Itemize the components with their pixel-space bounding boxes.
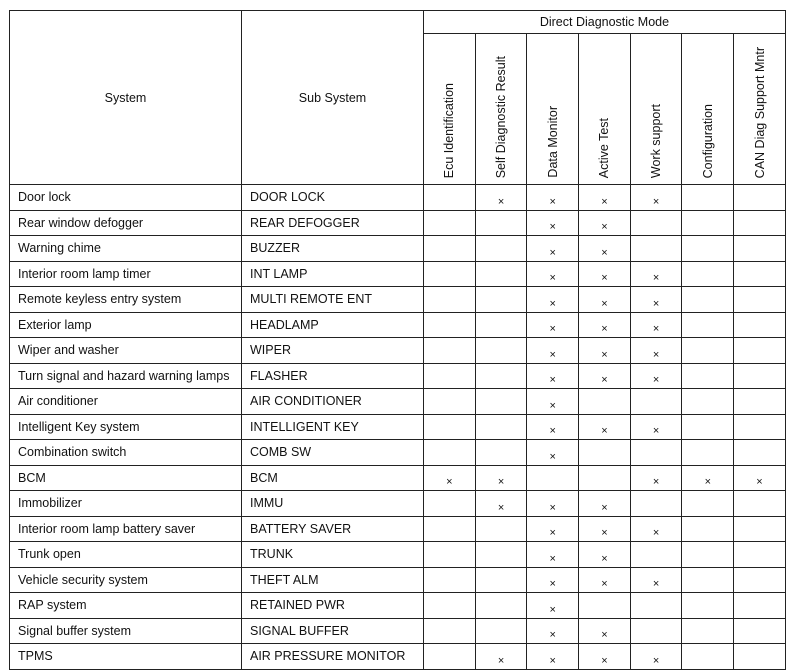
empty-mark-cell xyxy=(475,236,527,262)
sub-system-cell: BATTERY SAVER xyxy=(242,516,424,542)
supported-mark-cell: × xyxy=(527,210,579,236)
empty-mark-cell xyxy=(424,644,476,670)
supported-mark-cell: × xyxy=(579,363,631,389)
supported-mark-cell: × xyxy=(579,236,631,262)
table-header xyxy=(10,11,786,185)
diagnostic-table-container xyxy=(9,10,786,670)
empty-mark-cell xyxy=(734,491,786,517)
supported-mark-cell: × xyxy=(527,287,579,313)
system-cell: Intelligent Key system xyxy=(10,414,242,440)
empty-mark-cell xyxy=(682,389,734,415)
empty-mark-cell xyxy=(734,542,786,568)
empty-mark-cell xyxy=(475,516,527,542)
empty-mark-cell xyxy=(475,312,527,338)
sub-system-cell: TRUNK xyxy=(242,542,424,568)
sub-system-cell: SIGNAL BUFFER xyxy=(242,618,424,644)
supported-mark-cell: × xyxy=(734,465,786,491)
system-cell: Vehicle security system xyxy=(10,567,242,593)
sub-system-cell: DOOR LOCK xyxy=(242,185,424,211)
table-row xyxy=(10,261,786,287)
supported-mark-cell: × xyxy=(424,465,476,491)
empty-mark-cell xyxy=(579,465,631,491)
supported-mark-cell: × xyxy=(579,516,631,542)
system-cell: Turn signal and hazard warning lamps xyxy=(10,363,242,389)
empty-mark-cell xyxy=(424,542,476,568)
supported-mark-cell: × xyxy=(475,465,527,491)
empty-mark-cell xyxy=(630,236,682,262)
supported-mark-cell: × xyxy=(630,414,682,440)
empty-mark-cell xyxy=(424,593,476,619)
sub-system-cell: MULTI REMOTE ENT xyxy=(242,287,424,313)
empty-mark-cell xyxy=(734,593,786,619)
system-cell: Signal buffer system xyxy=(10,618,242,644)
empty-mark-cell xyxy=(682,287,734,313)
empty-mark-cell xyxy=(734,185,786,211)
empty-mark-cell xyxy=(630,618,682,644)
supported-mark-cell: × xyxy=(579,210,631,236)
empty-mark-cell xyxy=(682,414,734,440)
supported-mark-cell: × xyxy=(527,567,579,593)
supported-mark-cell: × xyxy=(579,491,631,517)
empty-mark-cell xyxy=(682,210,734,236)
sub-system-cell: WIPER xyxy=(242,338,424,364)
supported-mark-cell: × xyxy=(527,338,579,364)
empty-mark-cell xyxy=(734,287,786,313)
direct-diagnostic-mode-header: Direct Diagnostic Mode xyxy=(424,11,786,34)
empty-mark-cell xyxy=(424,567,476,593)
system-cell: Immobilizer xyxy=(10,491,242,517)
sub-system-cell: COMB SW xyxy=(242,440,424,466)
empty-mark-cell xyxy=(682,312,734,338)
supported-mark-cell: × xyxy=(527,312,579,338)
table-row xyxy=(10,414,786,440)
system-cell: Air conditioner xyxy=(10,389,242,415)
empty-mark-cell xyxy=(475,210,527,236)
empty-mark-cell xyxy=(475,542,527,568)
empty-mark-cell xyxy=(734,644,786,670)
system-cell: Remote keyless entry system xyxy=(10,287,242,313)
empty-mark-cell xyxy=(424,516,476,542)
supported-mark-cell: × xyxy=(527,491,579,517)
empty-mark-cell xyxy=(630,593,682,619)
supported-mark-cell: × xyxy=(527,593,579,619)
supported-mark-cell: × xyxy=(630,516,682,542)
sub-system-cell: BCM xyxy=(242,465,424,491)
table-row xyxy=(10,210,786,236)
system-cell: Combination switch xyxy=(10,440,242,466)
mode-header-configuration xyxy=(682,34,734,185)
supported-mark-cell: × xyxy=(579,618,631,644)
empty-mark-cell xyxy=(630,440,682,466)
table-body xyxy=(10,185,786,670)
system-cell: Rear window defogger xyxy=(10,210,242,236)
supported-mark-cell: × xyxy=(579,567,631,593)
supported-mark-cell: × xyxy=(579,542,631,568)
system-cell: TPMS xyxy=(10,644,242,670)
empty-mark-cell xyxy=(475,287,527,313)
diagnostic-mode-table xyxy=(9,10,786,670)
empty-mark-cell xyxy=(527,465,579,491)
empty-mark-cell xyxy=(579,389,631,415)
empty-mark-cell xyxy=(682,542,734,568)
empty-mark-cell xyxy=(682,644,734,670)
table-row xyxy=(10,465,786,491)
system-cell: RAP system xyxy=(10,593,242,619)
empty-mark-cell xyxy=(630,210,682,236)
empty-mark-cell xyxy=(630,389,682,415)
empty-mark-cell xyxy=(682,593,734,619)
table-row xyxy=(10,389,786,415)
table-row xyxy=(10,185,786,211)
sub-system-cell: INT LAMP xyxy=(242,261,424,287)
supported-mark-cell: × xyxy=(579,287,631,313)
supported-mark-cell: × xyxy=(527,542,579,568)
system-cell: Interior room lamp battery saver xyxy=(10,516,242,542)
supported-mark-cell: × xyxy=(630,287,682,313)
empty-mark-cell xyxy=(682,185,734,211)
supported-mark-cell: × xyxy=(475,491,527,517)
sub-system-cell: INTELLIGENT KEY xyxy=(242,414,424,440)
system-cell: Trunk open xyxy=(10,542,242,568)
mode-label: Ecu Identification xyxy=(442,82,457,178)
system-cell: BCM xyxy=(10,465,242,491)
empty-mark-cell xyxy=(424,338,476,364)
table-row xyxy=(10,491,786,517)
empty-mark-cell xyxy=(630,542,682,568)
empty-mark-cell xyxy=(682,567,734,593)
supported-mark-cell: × xyxy=(630,312,682,338)
empty-mark-cell xyxy=(424,414,476,440)
mode-label: CAN Diag Support Mntr xyxy=(752,46,767,178)
table-row xyxy=(10,516,786,542)
table-row xyxy=(10,236,786,262)
empty-mark-cell xyxy=(475,261,527,287)
supported-mark-cell: × xyxy=(527,414,579,440)
empty-mark-cell xyxy=(734,261,786,287)
supported-mark-cell: × xyxy=(527,389,579,415)
supported-mark-cell: × xyxy=(579,185,631,211)
empty-mark-cell xyxy=(734,516,786,542)
empty-mark-cell xyxy=(682,516,734,542)
table-row xyxy=(10,440,786,466)
system-header: System xyxy=(10,11,242,185)
supported-mark-cell: × xyxy=(630,644,682,670)
empty-mark-cell xyxy=(424,618,476,644)
empty-mark-cell xyxy=(734,210,786,236)
mode-label: Self Diagnostic Result xyxy=(494,55,509,178)
empty-mark-cell xyxy=(424,312,476,338)
sub-system-cell: AIR CONDITIONER xyxy=(242,389,424,415)
empty-mark-cell xyxy=(475,389,527,415)
empty-mark-cell xyxy=(734,567,786,593)
empty-mark-cell xyxy=(424,236,476,262)
empty-mark-cell xyxy=(682,236,734,262)
mode-header-ecu-identification xyxy=(424,34,476,185)
supported-mark-cell: × xyxy=(579,414,631,440)
sub-system-cell: REAR DEFOGGER xyxy=(242,210,424,236)
empty-mark-cell xyxy=(424,440,476,466)
empty-mark-cell xyxy=(475,440,527,466)
table-row xyxy=(10,593,786,619)
sub-system-cell: HEADLAMP xyxy=(242,312,424,338)
empty-mark-cell xyxy=(475,414,527,440)
empty-mark-cell xyxy=(682,440,734,466)
table-row xyxy=(10,618,786,644)
table-row xyxy=(10,287,786,313)
mode-header-can-diag-support-mntr xyxy=(734,34,786,185)
supported-mark-cell: × xyxy=(630,261,682,287)
system-cell: Wiper and washer xyxy=(10,338,242,364)
system-cell: Interior room lamp timer xyxy=(10,261,242,287)
empty-mark-cell xyxy=(734,338,786,364)
system-cell: Warning chime xyxy=(10,236,242,262)
table-row xyxy=(10,338,786,364)
supported-mark-cell: × xyxy=(527,185,579,211)
supported-mark-cell: × xyxy=(527,261,579,287)
empty-mark-cell xyxy=(424,389,476,415)
supported-mark-cell: × xyxy=(630,567,682,593)
sub-system-cell: THEFT ALM xyxy=(242,567,424,593)
sub-system-header: Sub System xyxy=(242,11,424,185)
system-cell: Exterior lamp xyxy=(10,312,242,338)
empty-mark-cell xyxy=(424,491,476,517)
empty-mark-cell xyxy=(734,236,786,262)
supported-mark-cell: × xyxy=(682,465,734,491)
empty-mark-cell xyxy=(424,363,476,389)
table-row xyxy=(10,644,786,670)
table-row xyxy=(10,312,786,338)
supported-mark-cell: × xyxy=(475,644,527,670)
mode-header-self-diagnostic-result xyxy=(475,34,527,185)
supported-mark-cell: × xyxy=(579,644,631,670)
sub-system-cell: BUZZER xyxy=(242,236,424,262)
mode-header-work-support xyxy=(630,34,682,185)
empty-mark-cell xyxy=(734,414,786,440)
empty-mark-cell xyxy=(424,261,476,287)
empty-mark-cell xyxy=(734,363,786,389)
empty-mark-cell xyxy=(734,389,786,415)
supported-mark-cell: × xyxy=(630,363,682,389)
supported-mark-cell: × xyxy=(630,185,682,211)
empty-mark-cell xyxy=(424,185,476,211)
empty-mark-cell xyxy=(424,210,476,236)
mode-header-data-monitor xyxy=(527,34,579,185)
empty-mark-cell xyxy=(475,363,527,389)
sub-system-cell: RETAINED PWR xyxy=(242,593,424,619)
empty-mark-cell xyxy=(579,593,631,619)
empty-mark-cell xyxy=(630,491,682,517)
sub-system-cell: FLASHER xyxy=(242,363,424,389)
empty-mark-cell xyxy=(579,440,631,466)
empty-mark-cell xyxy=(682,363,734,389)
system-cell: Door lock xyxy=(10,185,242,211)
empty-mark-cell xyxy=(475,338,527,364)
mode-label: Active Test xyxy=(597,117,612,178)
empty-mark-cell xyxy=(475,567,527,593)
empty-mark-cell xyxy=(734,618,786,644)
table-row xyxy=(10,567,786,593)
empty-mark-cell xyxy=(475,593,527,619)
supported-mark-cell: × xyxy=(527,236,579,262)
empty-mark-cell xyxy=(682,491,734,517)
mode-label: Configuration xyxy=(700,103,715,178)
supported-mark-cell: × xyxy=(527,618,579,644)
empty-mark-cell xyxy=(734,312,786,338)
supported-mark-cell: × xyxy=(630,338,682,364)
empty-mark-cell xyxy=(424,287,476,313)
supported-mark-cell: × xyxy=(527,516,579,542)
supported-mark-cell: × xyxy=(579,338,631,364)
mode-label: Data Monitor xyxy=(545,106,560,178)
supported-mark-cell: × xyxy=(527,363,579,389)
table-row xyxy=(10,363,786,389)
empty-mark-cell xyxy=(734,440,786,466)
supported-mark-cell: × xyxy=(475,185,527,211)
empty-mark-cell xyxy=(682,618,734,644)
mode-label: Work support xyxy=(649,103,664,178)
supported-mark-cell: × xyxy=(527,644,579,670)
sub-system-cell: AIR PRESSURE MONITOR xyxy=(242,644,424,670)
empty-mark-cell xyxy=(475,618,527,644)
supported-mark-cell: × xyxy=(630,465,682,491)
supported-mark-cell: × xyxy=(579,261,631,287)
supported-mark-cell: × xyxy=(579,312,631,338)
table-row xyxy=(10,542,786,568)
empty-mark-cell xyxy=(682,261,734,287)
mode-header-active-test xyxy=(579,34,631,185)
empty-mark-cell xyxy=(682,338,734,364)
supported-mark-cell: × xyxy=(527,440,579,466)
sub-system-cell: IMMU xyxy=(242,491,424,517)
